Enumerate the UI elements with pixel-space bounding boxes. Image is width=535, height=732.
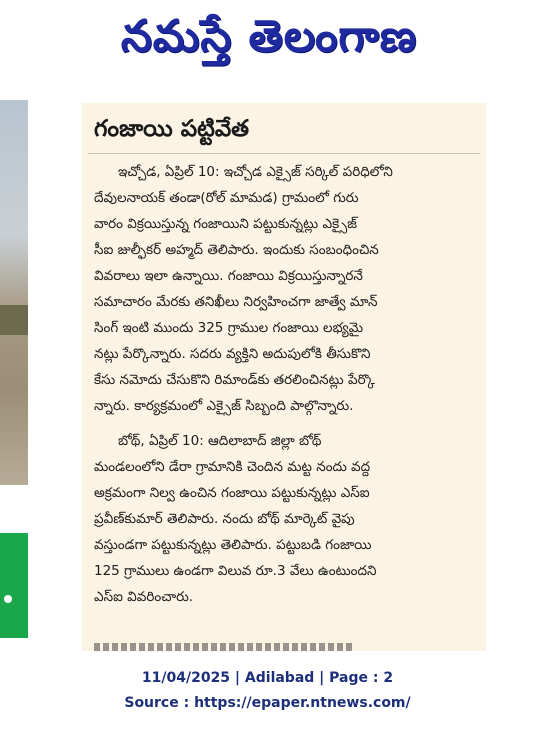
newspaper-logo: నమస్తే తెలంగాణ [120, 11, 418, 62]
article-line: మండలంలోని డేరా గ్రామానికి చెందిన మట్ట నందు వద్ద [94, 459, 371, 475]
adjacent-photo-fragment [0, 100, 28, 485]
article-line: వివరాలు ఇలా ఉన్నాయి. గంజాయి విక్రయిస్తున్నారనే [94, 268, 363, 284]
publication-info: 11/04/2025 | Adilabad | Page : 2 [141, 670, 394, 686]
masthead [0, 0, 535, 80]
article-line: అక్రమంగా నిల్వ ఉంచిన గంజాయి పట్టుకున్నట్లు ఎస్ఐ [94, 485, 370, 501]
article-line: నట్లు పేర్కొన్నారు. సదరు వ్యక్తిని అదుపులోకి తీసుకొని [94, 346, 371, 362]
article-line: ఇచ్చోడ, ఏప్రిల్ 10: ఇచ్చోడ ఎక్సైజ్ సర్కిల్ పరిధిలోని [118, 164, 393, 180]
article-line: ఎస్ఐ వివరించారు. [94, 589, 194, 605]
news-article-clipping [82, 103, 486, 651]
article-line: సమాచారం మేరకు తనిఖీలు నిర్వహించగా జాత్వే మాన్ [94, 294, 378, 310]
article-line: వారం విక్రయిస్తున్న గంజాయిని పట్టుకున్నట్లు ఎక్సైజ్ [94, 216, 357, 232]
article-line: న్నారు. కార్యక్రమంలో ఎక్సైజ్ సిబ్బంది పాల్గొన్నారు. [94, 398, 354, 414]
source-link[interactable]: Source : https://epaper.ntnews.com/ [124, 695, 411, 711]
next-article-cutoff [94, 643, 354, 651]
article-line: కేసు నమోదు చేసుకొని రిమాండ్‌కు తరలించినట్లు పేర్కొ [94, 372, 375, 388]
adjacent-green-ad-fragment [0, 533, 28, 638]
article-headline: గంజాయి పట్టివేత [94, 116, 250, 142]
article-line: వస్తుండగా పట్టుకున్నట్లు తెలిపారు. పట్టుబడి గంజాయి [94, 537, 372, 553]
article-line: బోథ్, ఏప్రిల్ 10: ఆదిలాబాద్ జిల్లా బోథ్ [118, 433, 322, 449]
article-line: 125 గ్రాములు ఉండగా విలువ రూ.3 వేలు ఉంటుందని [94, 563, 377, 579]
article-line: సీఐ జుల్ఫీకర్ అహ్మద్ తెలిపారు. ఇందుకు సంబంధించిన [94, 242, 379, 258]
article-line: దేవులనాయక్ తండా(రోల్ మామడ) గ్రామంలో గురు [94, 190, 359, 206]
headline-divider [88, 153, 480, 154]
article-line: ప్రవీణ్‌కుమార్ తెలిపారు. నందు బోథ్ మార్కెట్ వైపు [94, 511, 355, 527]
article-line: సింగ్ ఇంటి ముందు 325 గ్రాముల గంజాయి లభ్యమై [94, 320, 364, 336]
adjacent-text-fragment [0, 643, 28, 657]
adjacent-ad-dot [4, 595, 12, 603]
